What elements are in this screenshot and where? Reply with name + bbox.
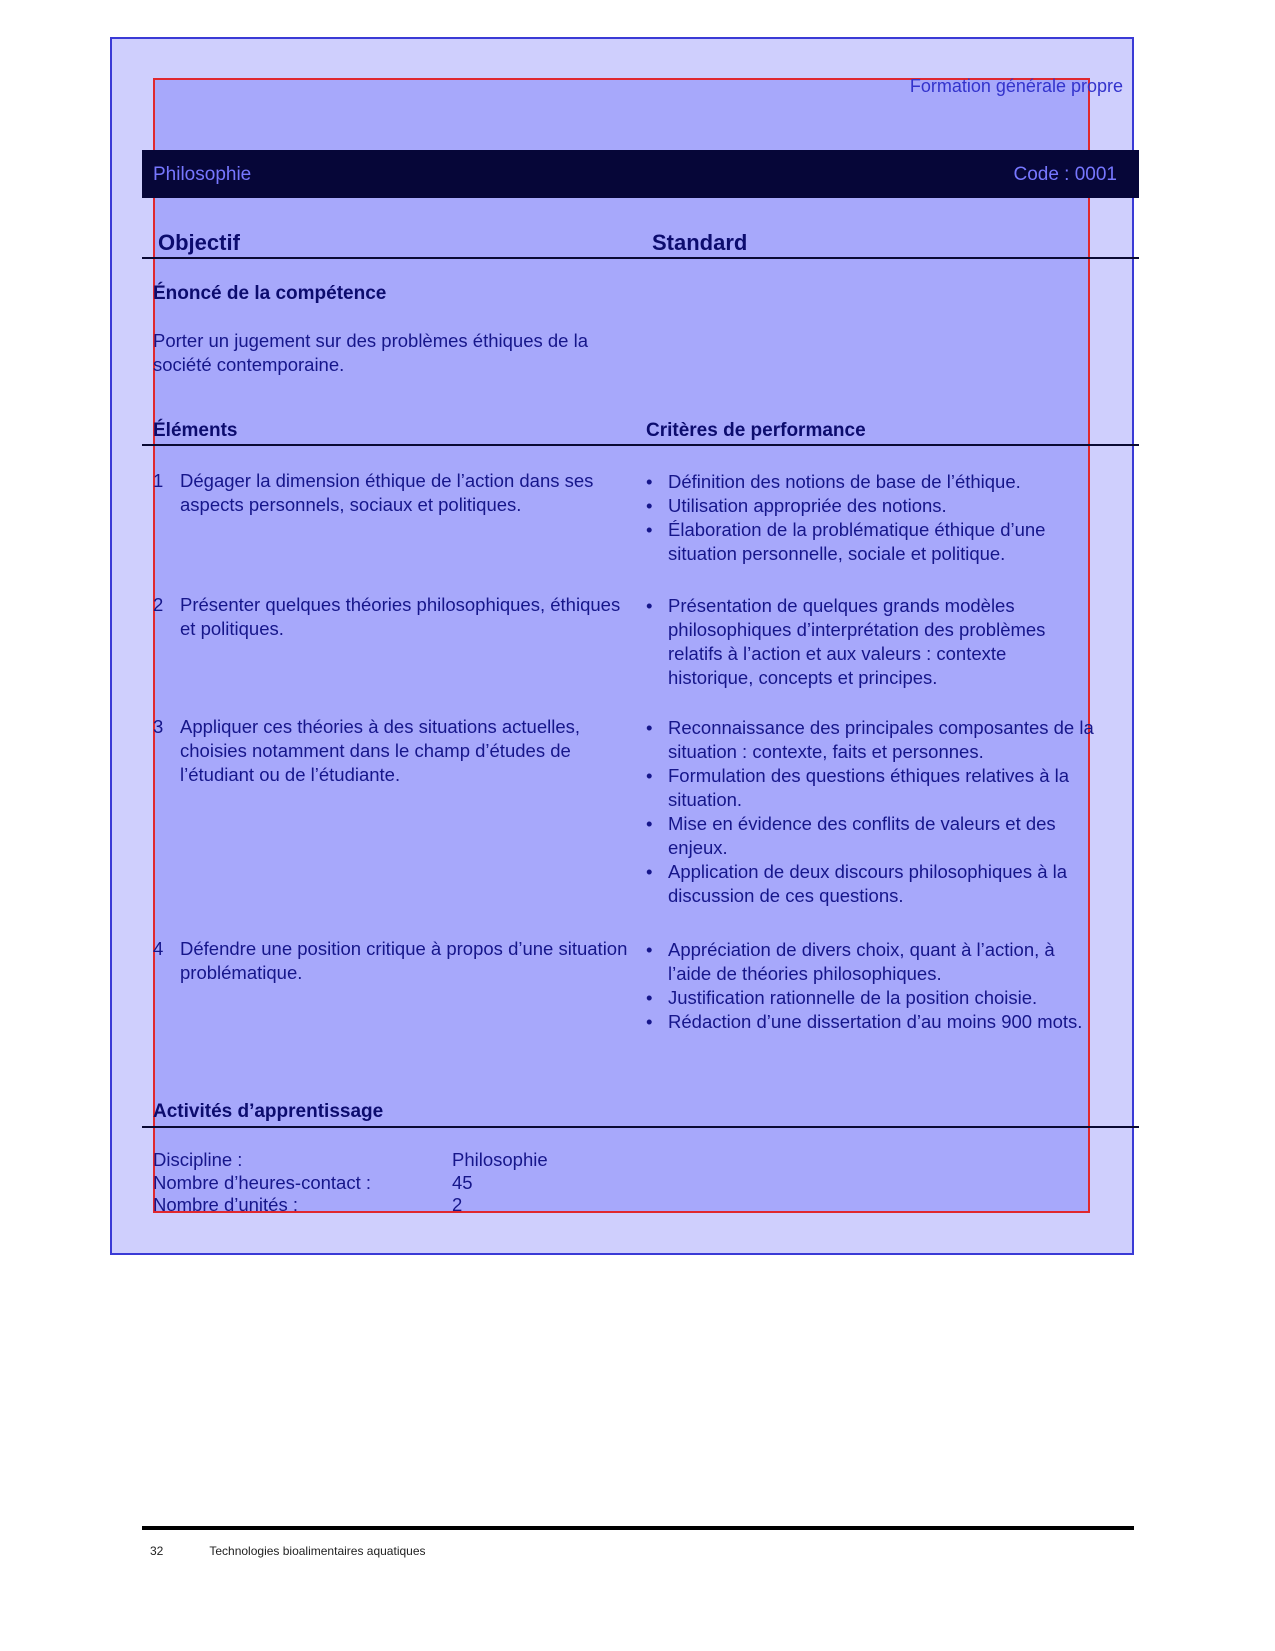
element-number: 3 (153, 716, 164, 737)
element-text: Appliquer ces théories à des situations actuelles, choisies notamment dans le champ d’études de l’étudiant ou de l’étudiante. (180, 716, 581, 785)
title-bar (142, 150, 1139, 198)
criterion-item: • Utilisation appropriée des notions. (646, 494, 1091, 518)
criteria-list-4 (646, 938, 1091, 1034)
criterion-item: • Application de deux discours philosophiques à la discussion de ces questions. (646, 860, 1111, 908)
page-number: 32 (150, 1544, 164, 1558)
criterion-item: • Appréciation de divers choix, quant à l’action, à l’aide de théories philosophiques. (646, 938, 1091, 986)
criteria-list-3 (646, 716, 1111, 908)
standard-column-heading: Standard (652, 230, 748, 255)
element-text: Défendre une position critique à propos d’une situation problématique. (180, 938, 628, 983)
criterion-item: • Rédaction d’une dissertation d’au moins 900 mots. (646, 1010, 1091, 1034)
criterion-item: • Définition des notions de base de l’éthique. (646, 470, 1091, 494)
element-text: Dégager la dimension éthique de l’action dans ses aspects personnels, sociaux et politiques. (180, 470, 594, 515)
heading-divider (142, 257, 1139, 259)
element-number: 4 (153, 938, 164, 959)
criteria-list-2 (646, 594, 1091, 690)
element-3 (153, 715, 633, 787)
criteria-heading: Critères de performance (646, 420, 866, 441)
element-4 (153, 937, 633, 985)
training-type-label: Formation générale propre (909, 76, 1123, 96)
criterion-item: • Formulation des questions éthiques relatives à la situation. (646, 764, 1111, 812)
criterion-item: • Présentation de quelques grands modèles philosophiques d’interprétation des problèmes relatifs à l’action et aux valeurs : contexte historique, concepts et principes. (646, 594, 1091, 690)
units-label: Nombre d’unités : (153, 1194, 298, 1215)
section-divider (142, 444, 1139, 446)
page-footer (150, 1544, 472, 1558)
activities-heading: Activités d’apprentissage (153, 1101, 384, 1122)
criterion-item: • Justification rationnelle de la position choisie. (646, 986, 1091, 1010)
element-number: 2 (153, 594, 164, 615)
element-1 (153, 469, 633, 517)
discipline-value: Philosophie (452, 1149, 548, 1170)
course-code: Code : 0001 (1013, 164, 1117, 185)
competence-text: Porter un jugement sur des problèmes éthiques de la société contemporaine. (153, 330, 589, 375)
objective-column-heading: Objectif (158, 230, 240, 255)
document-title: Technologies bioalimentaires aquatiques (209, 1544, 426, 1558)
contact-hours-value: 45 (452, 1172, 473, 1193)
element-number: 1 (153, 470, 164, 491)
element-2 (153, 593, 633, 641)
element-text: Présenter quelques théories philosophiques, éthiques et politiques. (180, 594, 621, 639)
competence-heading: Énoncé de la compétence (153, 283, 387, 304)
units-value: 2 (452, 1194, 463, 1215)
criteria-list-1 (646, 470, 1091, 566)
elements-heading: Éléments (153, 420, 238, 441)
activities-divider (142, 1126, 1139, 1128)
criterion-item: • Reconnaissance des principales composantes de la situation : contexte, faits et personnes. (646, 716, 1111, 764)
contact-hours-label: Nombre d’heures-contact : (153, 1172, 371, 1193)
discipline-label: Discipline : (153, 1149, 243, 1170)
criterion-item: • Élaboration de la problématique éthique d’une situation personnelle, sociale et politique. (646, 518, 1091, 566)
program-title: Philosophie (153, 164, 252, 185)
footer-rule (142, 1526, 1134, 1530)
criterion-item: • Mise en évidence des conflits de valeurs et des enjeux. (646, 812, 1111, 860)
